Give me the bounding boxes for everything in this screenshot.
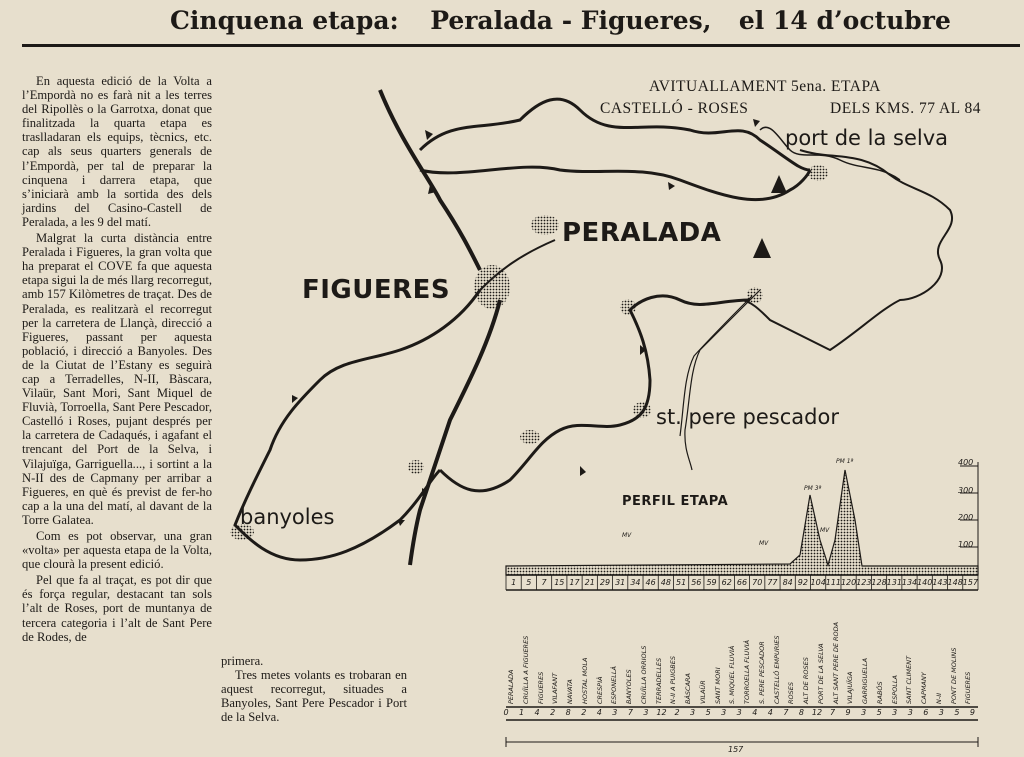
town-port-selva	[808, 165, 828, 181]
profile-km-cell: 92	[797, 578, 808, 587]
profile-partial-cell: 2	[550, 708, 556, 717]
profile-km-cell: 143	[932, 578, 948, 587]
profile-km-cell: 31	[615, 578, 626, 587]
town-figueres	[474, 265, 510, 309]
profile-town-label: BANYOLES	[625, 669, 633, 704]
profile-km-cell: 46	[645, 578, 656, 587]
profile-km-cell: 62	[721, 578, 732, 587]
profile-partial-cell: 7	[627, 708, 633, 717]
profile-partial-cell: 2	[674, 708, 680, 717]
profile-km-cell: 148	[947, 578, 963, 587]
headline-stage: Cinquena etapa:	[170, 6, 399, 35]
profile-km-cell: 5	[526, 578, 532, 587]
alt-label-400: 400	[958, 458, 974, 467]
headline	[170, 6, 951, 35]
profile-partial-cell: 12	[811, 708, 823, 717]
profile-km-cell: 1	[511, 578, 517, 587]
profile-partial-cell: 1	[519, 708, 525, 717]
profile-town-label: CAPMANY	[920, 672, 928, 704]
profile-partial-cell: 5	[876, 708, 882, 717]
mv-label-3: MV	[820, 527, 830, 534]
label-port-selva: port de la selva	[785, 126, 949, 150]
peak-label-pm3: PM 3ª	[804, 485, 822, 492]
profile-partial-cell: 2	[581, 708, 587, 717]
profile-km-cell: 77	[767, 578, 778, 587]
profile-partial-cell: 4	[752, 708, 758, 717]
profile-partial-cell: 4	[767, 708, 773, 717]
profile-town-label: S. MIQUEL FLUVIÀ	[728, 645, 737, 704]
profile-town-label: PERALADA	[507, 669, 515, 704]
town-bascara	[408, 460, 424, 474]
profile-partial-cell: 9	[969, 708, 975, 717]
profile-fill	[506, 470, 978, 575]
town-pescador	[633, 402, 651, 418]
profile-km-cell: 104	[810, 578, 826, 587]
profile-km-cell: 70	[752, 578, 763, 587]
profile-town-label: VILAÜR	[698, 680, 707, 704]
profile-partial-cell: 6	[923, 708, 929, 717]
profile-town-label: ROSES	[787, 682, 796, 704]
profile-partial-cell: 5	[954, 708, 960, 717]
profile-partial-cell: 3	[907, 708, 913, 717]
profile-town-label: SANT MORI	[713, 667, 722, 704]
profile-partial-cell: 7	[829, 708, 836, 717]
river	[685, 290, 760, 470]
profile-km-cell: 134	[901, 578, 918, 587]
label-peralada: PERALADA	[562, 218, 722, 248]
article-paragraph: Tres metes volants es trobaran en aquest recorregut, situades a Banyoles, Sant Pere Pescador i Port de la Selva.	[221, 668, 407, 725]
profile-town-label: TORROELLA FLUVIÀ	[743, 639, 751, 704]
article-paragraph: En aquesta edició de la Volta a l’Empordà no es farà nit a les terres del Ripollès o la Garrotxa, donat que finalitzada la quarta etapa es traslladaran els equips, tècnics, etc. cap als seus quarters generals de l’Empordà, per tal de preparar la cinquena i darrera etapa, que s’iniciarà amb la sortida des dels jardins del Casino-Castell de Peralada, a les 9 del matí.	[22, 74, 212, 229]
profile-km-cell: 123	[856, 578, 872, 587]
profile-km-cell: 56	[691, 578, 702, 587]
profile-town-label: N-II A PUIGBES	[669, 656, 678, 704]
town-torroella	[520, 430, 540, 444]
profile-town-label: RABÓS	[875, 681, 884, 704]
profile-partial-cell: 8	[565, 708, 571, 717]
mv-label-2: MV	[759, 540, 769, 547]
mv-label-1: MV	[622, 532, 632, 539]
profile-partial-cell: 3	[690, 708, 696, 717]
article-paragraph: Malgrat la curta distància entre Peralada i Figueres, la gran volta que ha preparat el COVE fa que aquesta etapa sigui la de més llarg recorregut, amb 157 Kilòmetres de traçat. Des de Peralada, es realitzarà el recorregut per la carretera de Llançà, direcció a Figueres, passant per aquesta població, i direcció a Banyoles. Des de la Ciutat de l’Estany es seguirà cap a Terradelles, N-II, Bàscara, Vilaür, Sant Mori, Sant Miquel de Fluvià, Torroella, Sant Pere Pescador, Castelló i Roses, pujant després per la carretera de Cadaqués, i agafant el trencant del Port de la Selva, i Vilajuïga, Garriguella..., i sortint a la N-II des de Capmany per arribar a Figueres, en què és previst de fer-ho cap a la una del matí, al davant de la Torre Galatea.	[22, 231, 212, 527]
profile-km-cell: 131	[886, 578, 902, 587]
article-column-1	[22, 74, 212, 646]
article-paragraph: Pel que fa al traçat, es pot dir que és força regular, destacant tan sols l’alt de Roses, port de muntanya de tercera categoria i l’alt de Sant Pere de Rodes, de	[22, 573, 212, 644]
profile-town-label: PONT DE MOLINS	[949, 647, 958, 704]
profile-km-cell: 34	[630, 578, 641, 587]
profile-town-label: VILAFANT	[551, 672, 560, 704]
alt-label-300: 300	[958, 486, 974, 495]
profile-km-cell: 66	[736, 578, 748, 587]
town-roses	[747, 287, 763, 303]
profile-partial-cell: 3	[721, 708, 727, 717]
town-peralada	[531, 215, 559, 235]
coast-east	[740, 150, 952, 350]
profile-km-cell: 21	[584, 578, 595, 587]
profile-partial-cell: 9	[845, 708, 851, 717]
profile-km-cell: 84	[782, 578, 793, 587]
profile-town-label: BÀSCARA	[684, 673, 692, 704]
profile-km-cell: 7	[541, 578, 547, 587]
profile-town-label: S. PERE PESCADOR	[757, 641, 766, 704]
profile-town-label: HOSTAL MOLA	[580, 657, 589, 704]
profile-partial-cell: 3	[643, 708, 649, 717]
profile-km-cell: 120	[840, 578, 857, 587]
alt-label-200: 200	[958, 513, 974, 522]
profile-partial-cell: 0	[503, 708, 509, 717]
profile-town-label: ALT SANT PERE DE RODA	[831, 621, 840, 704]
label-banyoles: banyoles	[240, 505, 335, 529]
town-castello	[620, 299, 636, 315]
profile-km-cell: 15	[554, 578, 565, 587]
profile-town-label: GARRIGUELLA	[861, 657, 869, 704]
profile-town-label: SANT CLIMENT	[905, 655, 914, 704]
label-figueres: FIGUERES	[302, 275, 451, 305]
profile-town-label: CASTELLÓ EMPURIES	[772, 635, 781, 704]
profile-km-cell: 157	[962, 578, 979, 587]
label-pescador: st. pere pescador	[656, 405, 839, 429]
profile-partial-cell: 5	[705, 708, 711, 717]
profile-partial-cell: 3	[892, 708, 898, 717]
profile-town-label: ALT DE ROSES	[802, 657, 810, 704]
profile-town-label: FIGUERES	[536, 671, 545, 704]
profile-km-cell: 17	[569, 578, 580, 587]
profile-km-cell: 128	[871, 578, 887, 587]
headline-date: el 14 d’octubre	[738, 6, 951, 35]
profile-town-label: CRUÏLLA ORRIOLS	[639, 645, 648, 704]
profile-partial-cell: 8	[798, 708, 804, 717]
climb-marker-peralada	[753, 238, 771, 258]
profile-km-cell: 51	[675, 578, 687, 587]
profile-town-label: ESPONELLÀ	[610, 666, 619, 704]
headline-route: Peralada - Figueres,	[430, 6, 712, 35]
profile-town-label: PORT DE LA SELVA	[816, 643, 825, 704]
profile-town-label: CRUÏLLA A FIGUERES	[521, 635, 530, 704]
article-paragraph-continued: primera.	[221, 654, 264, 668]
profile-km-cell: 111	[825, 578, 842, 587]
profile-km-cell: 29	[599, 578, 611, 587]
route-north-inner	[420, 167, 810, 200]
profile-km-cell: 48	[660, 578, 671, 587]
headline-rule	[22, 44, 1020, 47]
avituallament-line-1: AVITUALLAMENT 5ena. ETAPA	[649, 78, 881, 95]
route-main	[380, 90, 480, 270]
profile-town-label: ESPOLLA	[890, 675, 899, 704]
profile-partial-cell: 3	[612, 708, 618, 717]
profile-partial-cell: 3	[938, 708, 944, 717]
profile-town-label: FIGUERES	[964, 671, 973, 704]
profile-total: 157	[728, 745, 744, 754]
profile-partial-cell: 3	[736, 708, 742, 717]
profile-town-label: TERRADELLES	[654, 657, 663, 704]
profile-title: PERFIL ETAPA	[622, 494, 729, 509]
profile-km-cell: 140	[917, 578, 933, 587]
profile-partial-cell: 12	[656, 708, 667, 717]
profile-town-label: NAVATA	[566, 679, 574, 704]
profile-partial-cell: 4	[596, 708, 602, 717]
profile-town-label: CRESPIÀ	[595, 676, 604, 704]
avituallament-line-2: CASTELLÓ - ROSES	[600, 100, 749, 117]
peak-label-pm1: PM 1ª	[836, 458, 854, 465]
profile-partial-cell: 4	[534, 708, 540, 717]
profile-partial-cell: 3	[861, 708, 867, 717]
profile-town-label: N-II	[934, 692, 943, 704]
profile-town-label: VILAJUÏGA	[846, 671, 855, 704]
profile-km-cell: 59	[706, 578, 717, 587]
alt-label-100: 100	[958, 540, 974, 549]
article-paragraph: Com es pot observar, una gran «volta» per aquesta etapa de la Volta, que clourà la present edició.	[22, 529, 212, 572]
climb-marker-port	[771, 175, 787, 193]
avituallament-line-3: DELS KMS. 77 AL 84	[830, 100, 981, 117]
profile-partial-cell: 7	[783, 708, 789, 717]
